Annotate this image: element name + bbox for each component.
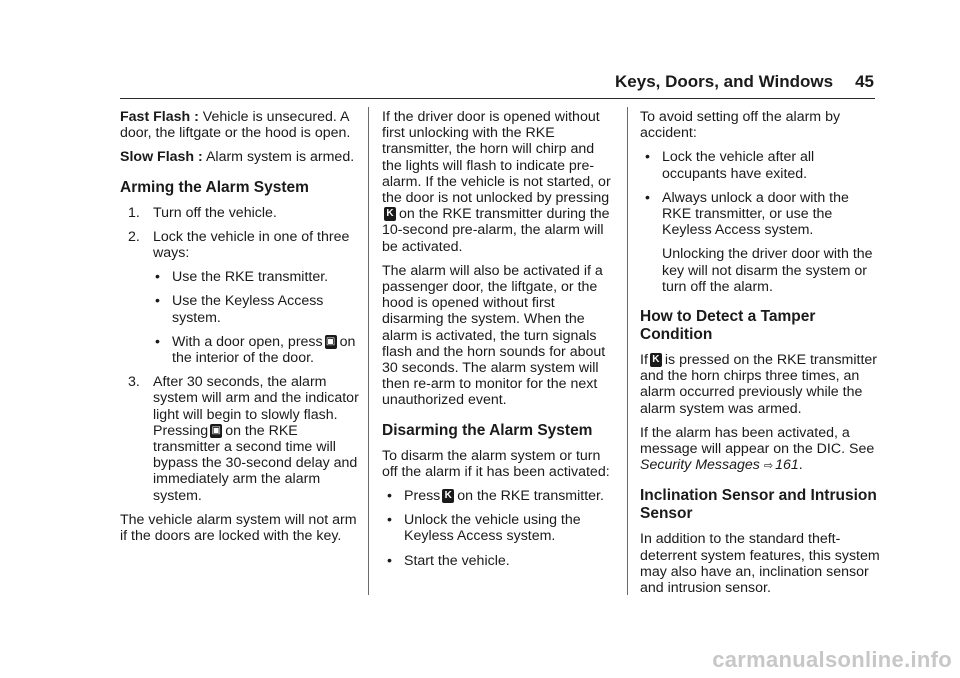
fast-flash-term: Fast Flash : (120, 109, 199, 125)
bullet: • (155, 293, 160, 310)
pre-alarm-paragraph (382, 109, 612, 255)
step-3 (120, 374, 360, 504)
step-number: 2. (128, 228, 140, 245)
bullet: • (155, 333, 160, 350)
bullet-text: on the interior of the door. (172, 333, 356, 367)
bullet: • (155, 269, 160, 286)
inclination-paragraph: In addition to the standard theft-deterrent system features, this system may also have an, inclination sensor and intrusion sensor. (640, 531, 880, 597)
disarm-intro: To disarm the alarm system or turn off the alarm if it has been activated: (382, 447, 610, 480)
lock-icon: ▣ (211, 424, 221, 436)
column-divider-2 (627, 107, 628, 595)
security-messages-link[interactable]: Security Messages (640, 457, 760, 474)
column-1 (120, 109, 360, 552)
avoid-tip-2 (640, 190, 880, 239)
bullet: • (387, 512, 392, 529)
bullet-text: With a door open, press (172, 333, 323, 350)
paragraph-text: is pressed on the RKE transmitter and the horn chirps three times, an alarm occurred previously while the alarm system was armed. (640, 352, 878, 417)
lock-icon: ▣ (325, 335, 336, 347)
bullet: • (387, 552, 392, 569)
page-reference[interactable]: 161 (775, 457, 799, 474)
avoid-tip-1 (640, 149, 880, 181)
bullet-text: Lock the vehicle after all occupants have exited. (662, 149, 815, 182)
column-divider-1 (368, 107, 369, 595)
key-lock-note: The vehicle alarm system will not arm if the doors are locked with the key. (120, 511, 357, 545)
unlock-icon: K (442, 489, 454, 503)
header-rule (120, 98, 875, 99)
bullet-text: Use the RKE transmitter. (172, 269, 329, 286)
unlock-icon: K (650, 353, 662, 367)
step-text: After 30 seconds, the alarm system will arm and the indicator light will begin to slowly flash. Pressing (153, 374, 359, 439)
disarm-option-2 (382, 512, 612, 544)
bullet-text: on the RKE transmitter. (457, 488, 604, 505)
disarm-option-1 (382, 488, 612, 504)
step-text: Turn off the vehicle. (153, 204, 277, 221)
dic-message-paragraph (640, 425, 880, 475)
slow-flash-entry (120, 149, 360, 165)
page-number: 45 (855, 72, 874, 91)
slow-flash-term: Slow Flash : (120, 149, 203, 166)
column-2 (382, 109, 612, 577)
disarm-option-3 (382, 553, 612, 569)
lock-method-1 (150, 269, 360, 285)
bullet-text: Unlock the vehicle using the Keyless Access system. (404, 512, 581, 545)
column-3 (640, 109, 880, 604)
step-1 (120, 205, 360, 221)
lock-method-3 (150, 334, 360, 366)
page-header (0, 72, 874, 92)
watermark: carmanualsonline.info (712, 647, 952, 672)
step-text: Lock the vehicle in one of three ways: (153, 228, 350, 262)
inclination-heading: Inclination Sensor and Intrusion Sensor (640, 487, 877, 523)
bullet-text: Always unlock a door with the RKE transmitter, or use the Keyless Access system. (662, 189, 849, 239)
paragraph-text: on the RKE transmitter during the 10-second pre-alarm, the alarm will be activated. (382, 206, 610, 255)
lock-method-2 (150, 293, 360, 325)
avoid-alarm-intro: To avoid setting off the alarm by accident: (640, 109, 841, 142)
avoid-tip-note: Unlocking the driver door with the key will not disarm the system or turn off the alarm. (662, 246, 873, 295)
bullet-text: Press (404, 488, 441, 505)
step-text: on the RKE transmitter a second time will bypass the 30-second delay and immediately arm the alarm system. (153, 422, 358, 504)
bullet: • (387, 488, 392, 505)
paragraph-text: If the alarm has been activated, a message will appear on the DIC. See (640, 424, 875, 458)
page-reference-arrow-icon: ⇨ (763, 460, 774, 473)
bullet: • (645, 189, 650, 206)
bullet: • (645, 149, 650, 166)
tamper-heading: How to Detect a Tamper Condition (640, 308, 816, 344)
alarm-activation-paragraph: The alarm will also be activated if a passenger door, the liftgate, or the hood is opened without first disarming the system. When the alarm is activated, the turn signals flash and the horn sounds for about 30 seconds. The alarm system will then re-arm to monitor for the next unauthorized event. (382, 262, 606, 409)
slow-flash-desc: Alarm system is armed. (205, 149, 355, 166)
bullet-text: Start the vehicle. (404, 552, 510, 569)
step-2 (120, 229, 360, 261)
step-number: 1. (128, 204, 140, 221)
paragraph-text: If the driver door is opened without first unlocking with the RKE transmitter, the horn will chirp and the lights will flash to indicate pre-alarm. If the vehicle is not started, or the door is not unlocked by pressing (382, 109, 611, 207)
section-title: Keys, Doors, and Windows (615, 72, 834, 91)
tamper-paragraph (640, 352, 880, 417)
fast-flash-entry (120, 109, 360, 141)
paragraph-text: If (640, 352, 648, 369)
step-number: 3. (128, 374, 140, 391)
paragraph-text: . (798, 457, 803, 474)
bullet-text: Use the Keyless Access system. (172, 293, 324, 326)
disarming-heading: Disarming the Alarm System (382, 421, 593, 439)
fast-flash-desc: Vehicle is unsecured. A door, the liftgate or the hood is open. (120, 109, 351, 142)
arming-steps (120, 205, 360, 504)
arming-heading: Arming the Alarm System (120, 178, 309, 196)
unlock-icon: K (384, 207, 396, 221)
